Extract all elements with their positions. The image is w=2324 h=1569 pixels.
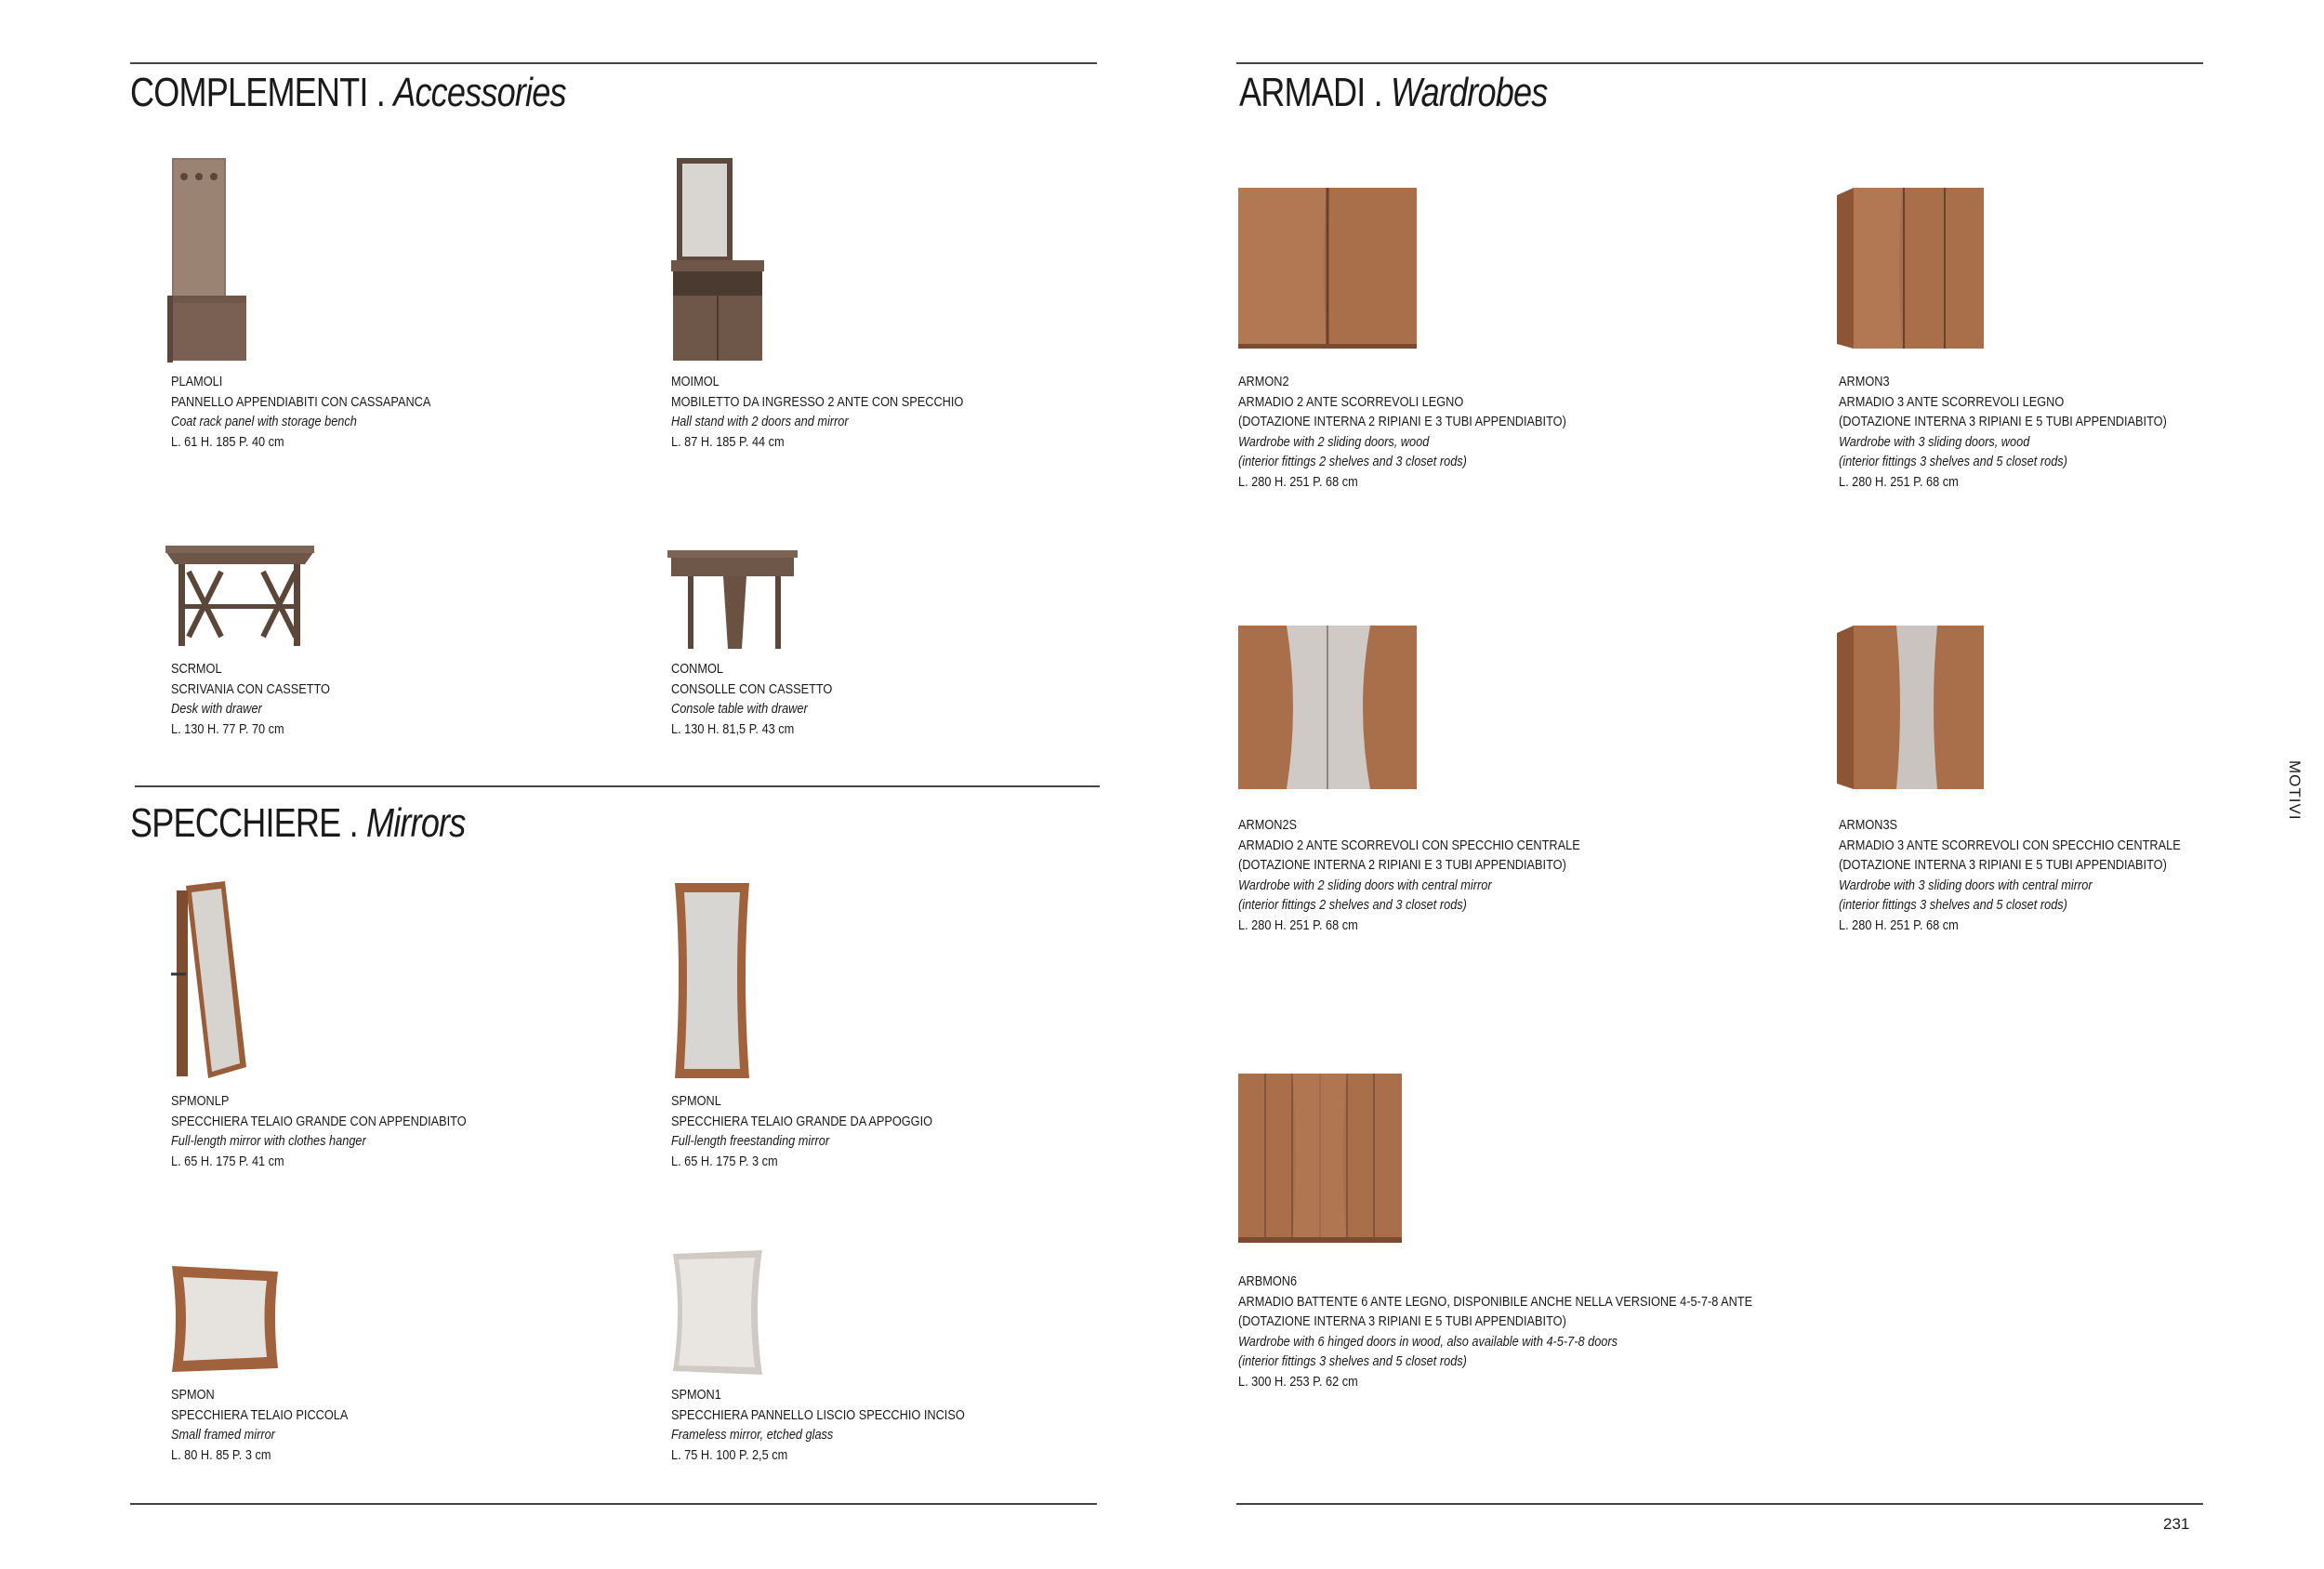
product-fittings-en: (interior fittings 2 shelves and 3 closet rods): [1238, 897, 1467, 913]
product-code: ARMON2: [1238, 374, 1289, 389]
product-name-en: Full-length freestanding mirror: [671, 1133, 830, 1149]
coat-rack-bench-image: [167, 156, 251, 363]
product-fittings-it: (DOTAZIONE INTERNA 3 RIPIANI E 5 TUBI APPENDIABITO): [1839, 857, 2167, 873]
product-name-en: Hall stand with 2 doors and mirror: [671, 414, 849, 429]
product-fittings-it: (DOTAZIONE INTERNA 3 RIPIANI E 5 TUBI APPENDIABITO): [1839, 414, 2167, 429]
product-armon3s: [1839, 815, 2181, 935]
page-number: 231: [2163, 1515, 2190, 1533]
product-name-it: PANNELLO APPENDIABITI CON CASSAPANCA: [171, 393, 431, 410]
product-name-en: Full-length mirror with clothes hanger: [171, 1133, 366, 1149]
product-name-it: SPECCHIERA TELAIO GRANDE DA APPOGGIO: [671, 1113, 933, 1129]
bottom-rule-left: [130, 1503, 1097, 1505]
product-name-it: SPECCHIERA TELAIO GRANDE CON APPENDIABITO: [171, 1113, 467, 1129]
product-name-en: Console table with drawer: [671, 701, 808, 717]
collection-side-tab: MOTIVI: [2286, 760, 2304, 821]
product-dimensions: L. 80 H. 85 P. 3 cm: [171, 1446, 271, 1463]
product-fittings-en: (interior fittings 3 shelves and 5 closet rods): [1839, 897, 2067, 913]
product-fittings-en: (interior fittings 3 shelves and 5 closet rods): [1839, 454, 2067, 469]
product-fittings-en: (interior fittings 3 shelves and 5 closet rods): [1238, 1353, 1467, 1369]
product-spmonl: [671, 1091, 932, 1171]
wardrobe-2-sliding-mirror-image: [1238, 626, 1419, 791]
section-title-mirrors: [130, 800, 466, 846]
product-dimensions: L. 280 H. 251 P. 68 cm: [1238, 473, 1358, 490]
product-code: CONMOL: [671, 661, 723, 677]
product-dimensions: L. 87 H. 185 P. 44 cm: [671, 433, 785, 450]
section-title-en: Wardrobes: [1391, 70, 1548, 115]
product-spmon: [171, 1385, 348, 1465]
product-dimensions: L. 280 H. 251 P. 68 cm: [1839, 473, 1959, 490]
small-framed-mirror-image: [170, 1264, 282, 1374]
freestanding-mirror-image: [671, 881, 755, 1081]
product-dimensions: L. 61 H. 185 P. 40 cm: [171, 433, 284, 450]
section-title-accessories: [130, 70, 566, 115]
product-code: ARMON3S: [1839, 817, 1898, 833]
product-scrmol: [171, 659, 330, 739]
product-name-it: SPECCHIERA TELAIO PICCOLA: [171, 1406, 349, 1423]
product-name-en: Desk with drawer: [171, 701, 262, 717]
product-name-en: Coat rack panel with storage bench: [171, 414, 357, 429]
section-title-it: SPECCHIERE .: [130, 800, 358, 846]
product-plamoli: [171, 372, 430, 452]
product-name-en: Small framed mirror: [171, 1427, 275, 1443]
product-name-it: ARMADIO 3 ANTE SCORREVOLI LEGNO: [1839, 393, 2065, 410]
section-title-it: ARMADI .: [1239, 70, 1382, 115]
product-arbmon6: [1238, 1272, 1752, 1391]
product-code: SPMONL: [671, 1093, 721, 1109]
product-name-it: ARMADIO 3 ANTE SCORREVOLI CON SPECCHIO CENTRALE: [1839, 837, 2181, 853]
product-name-it: CONSOLLE CON CASSETTO: [671, 680, 833, 697]
desk-image: [165, 544, 319, 648]
product-dimensions: L. 130 H. 81,5 P. 43 cm: [671, 720, 795, 737]
product-code: ARMON2S: [1238, 817, 1298, 833]
product-name-en: Wardrobe with 3 sliding doors with central mirror: [1839, 877, 2093, 893]
product-spmon1: [671, 1385, 965, 1465]
product-code: SPMON1: [671, 1387, 721, 1403]
product-dimensions: L. 65 H. 175 P. 41 cm: [171, 1153, 284, 1169]
top-rule-right: [1236, 62, 2203, 64]
section-title-it: COMPLEMENTI .: [130, 70, 386, 115]
product-dimensions: L. 300 H. 253 P. 62 cm: [1238, 1373, 1358, 1390]
product-name-it: MOBILETTO DA INGRESSO 2 ANTE CON SPECCHIO: [671, 393, 964, 410]
product-name-en: Wardrobe with 2 sliding doors with central mirror: [1238, 877, 1492, 893]
product-dimensions: L. 130 H. 77 P. 70 cm: [171, 720, 284, 737]
product-dimensions: L. 280 H. 251 P. 68 cm: [1839, 916, 1959, 933]
product-armon2: [1238, 372, 1566, 492]
product-code: SPMON: [171, 1387, 215, 1403]
product-code: ARBMON6: [1238, 1273, 1298, 1289]
product-name-en: Wardrobe with 2 sliding doors, wood: [1238, 433, 1430, 450]
bottom-rule-right: [1236, 1503, 2203, 1505]
wardrobe-3-sliding-image: [1837, 188, 1986, 350]
product-name-it: ARMADIO 2 ANTE SCORREVOLI CON SPECCHIO CENTRALE: [1238, 837, 1580, 853]
product-name-en: Frameless mirror, etched glass: [671, 1427, 834, 1443]
product-fittings-en: (interior fittings 2 shelves and 3 closet rods): [1238, 454, 1467, 469]
product-name-it: ARMADIO 2 ANTE SCORREVOLI LEGNO: [1238, 393, 1464, 410]
product-moimol: [671, 372, 963, 452]
product-code: MOIMOL: [671, 374, 720, 389]
console-table-image: [667, 548, 802, 653]
product-armon2s: [1238, 815, 1580, 935]
product-spmonlp: [171, 1091, 467, 1171]
section-title-en: Mirrors: [365, 800, 466, 846]
wardrobe-3-sliding-mirror-image: [1837, 626, 1986, 791]
mid-rule-left: [135, 785, 1100, 787]
top-rule-left: [130, 62, 1097, 64]
product-dimensions: L. 65 H. 175 P. 3 cm: [671, 1153, 778, 1169]
product-name-it: ARMADIO BATTENTE 6 ANTE LEGNO, DISPONIBILE ANCHE NELLA VERSIONE 4-5-7-8 ANTE: [1238, 1293, 1753, 1310]
product-armon3: [1839, 372, 2167, 492]
product-conmol: [671, 659, 832, 739]
wardrobe-6-hinged-image: [1238, 1074, 1406, 1246]
wardrobe-2-sliding-image: [1238, 188, 1419, 350]
product-dimensions: L. 75 H. 100 P. 2,5 cm: [671, 1446, 788, 1463]
product-fittings-it: (DOTAZIONE INTERNA 2 RIPIANI E 3 TUBI APPENDIABITO): [1238, 857, 1566, 873]
hall-stand-mirror-image: [669, 156, 767, 363]
mirror-with-hanger-image: [167, 881, 251, 1081]
product-dimensions: L. 280 H. 251 P. 68 cm: [1238, 916, 1358, 933]
product-code: ARMON3: [1839, 374, 1890, 389]
product-fittings-it: (DOTAZIONE INTERNA 3 RIPIANI E 5 TUBI APPENDIABITO): [1238, 1313, 1566, 1329]
product-code: PLAMOLI: [171, 374, 223, 389]
product-fittings-it: (DOTAZIONE INTERNA 2 RIPIANI E 3 TUBI APPENDIABITO): [1238, 414, 1566, 429]
frameless-mirror-image: [671, 1250, 766, 1376]
product-name-en: Wardrobe with 6 hinged doors in wood, also available with 4-5-7-8 doors: [1238, 1333, 1618, 1350]
product-name-it: SCRIVANIA CON CASSETTO: [171, 680, 330, 697]
product-name-en: Wardrobe with 3 sliding doors, wood: [1839, 433, 2030, 450]
section-title-wardrobes: [1239, 70, 1548, 115]
product-code: SPMONLP: [171, 1093, 230, 1109]
product-code: SCRMOL: [171, 661, 222, 677]
section-title-en: Accessories: [393, 70, 566, 115]
product-name-it: SPECCHIERA PANNELLO LISCIO SPECCHIO INCISO: [671, 1406, 965, 1423]
